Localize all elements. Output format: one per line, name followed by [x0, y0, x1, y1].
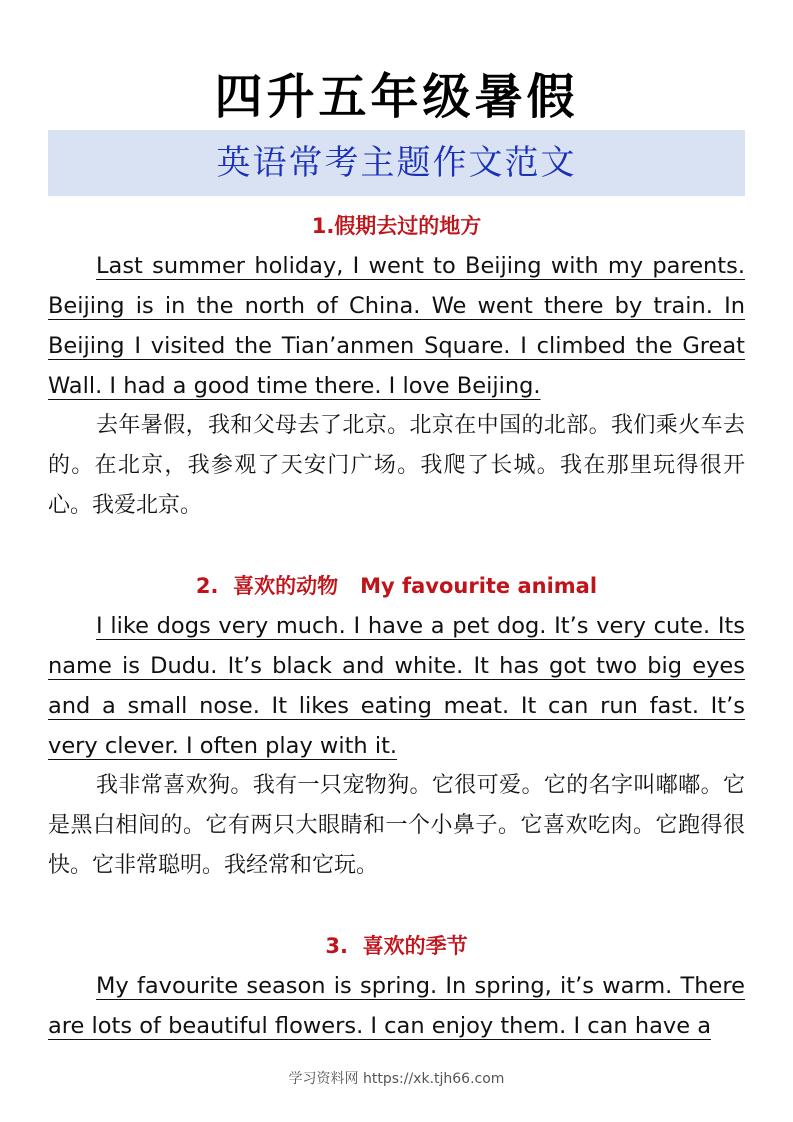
- section-1-chinese: 去年暑假，我和父母去了北京。北京在中国的北部。我们乘火车去的。在北京，我参观了天安门广场。我爬了长城。我在那里玩得很开心。我爱北京。: [48, 413, 745, 518]
- section-heading-3: 3. 喜欢的季节: [325, 934, 468, 958]
- document-page: [48, 0, 745, 1046]
- section-3-english: [48, 966, 745, 1046]
- section-2-english: [48, 606, 745, 766]
- subtitle-banner: 英语常考主题作文范文: [48, 130, 745, 196]
- section-heading-2: 2. 喜欢的动物 My favourite animal: [195, 574, 598, 598]
- section-heading-1: 1.假期去过的地方: [311, 214, 482, 238]
- section-2-chinese: 我非常喜欢狗。我有一只宠物狗。它很可爱。它的名字叫嘟嘟。它是黑白相间的。它有两只大眼睛和一个小鼻子。它喜欢吃肉。它跑得很快。它非常聪明。我经常和它玩。: [48, 773, 745, 878]
- footer-source: 学习资料网 https://xk.tjh66.com: [288, 1071, 505, 1087]
- page-title: 四升五年级暑假: [214, 69, 579, 125]
- section-1-english-text: Last summer holiday, I went to Beijing with my parents. Beijing is in the north of China. We went there by train. In Beijing I visited the Tian’anmen Square. I climbed the Great Wall. I had a good time there. I love Beijing.: [48, 253, 745, 399]
- section-2-english-text: I like dogs very much. I have a pet dog. It’s very cute. Its name is Dudu. It’s black and white. It has got two big eyes and a small nose. It likes eating meat. It can run fast. It’s very clever. I often play with it.: [48, 613, 745, 759]
- section-3-english-text: My favourite season is spring. In spring, it’s warm. There are lots of beautiful flowers. I can enjoy them. I can have a: [48, 973, 745, 1039]
- section-1-english: [48, 246, 745, 406]
